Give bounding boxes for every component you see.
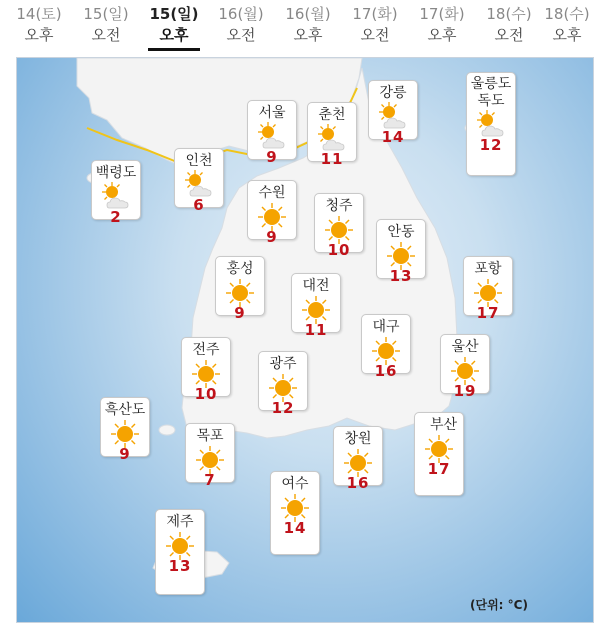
city-card-seoul[interactable] (247, 100, 297, 166)
weather-map (16, 57, 594, 623)
city-temp: 16 (346, 474, 370, 492)
city-name: 창원 (344, 431, 372, 447)
city-temp: 14 (283, 519, 307, 537)
city-name: 춘천 (318, 107, 346, 123)
unit-label: (단위: °C) (470, 598, 528, 612)
city-name: 대구 (372, 319, 400, 335)
city-temp: 9 (266, 148, 278, 166)
city-name: 울산 (451, 339, 479, 355)
city-card-mokpo[interactable] (185, 423, 235, 489)
city-temp: 13 (389, 267, 413, 285)
tab-time: 오전 (226, 26, 256, 44)
tab-15-sun-am[interactable] (73, 4, 139, 52)
city-temp: 12 (271, 399, 295, 417)
city-temp: 17 (476, 304, 500, 322)
city-name: 부산 (429, 417, 457, 433)
city-temp: 2 (110, 208, 122, 226)
city-card-hongseong[interactable] (215, 256, 265, 322)
tab-18-wed-am[interactable] (476, 4, 542, 52)
city-name: 백령도 (95, 165, 137, 181)
city-name: 제주 (166, 514, 194, 530)
city-name: 강릉 (379, 85, 407, 101)
city-card-andong[interactable] (376, 219, 426, 285)
city-temp: 9 (234, 304, 246, 322)
tab-date: 18(수) (486, 5, 532, 23)
tab-18-wed-pm[interactable] (534, 4, 600, 52)
city-name: 인천 (185, 153, 213, 169)
tab-time: 오후 (552, 26, 582, 44)
tab-date: 15(일) (83, 5, 129, 23)
tab-time: 오후 (427, 26, 457, 44)
tab-date: 15(일) (149, 5, 199, 23)
city-name: 광주 (269, 356, 297, 372)
city-card-changwon[interactable] (333, 426, 383, 492)
city-temp: 11 (320, 150, 344, 168)
city-card-heuksando[interactable] (100, 397, 150, 463)
city-name: 울릉도 독도 (470, 76, 512, 109)
city-temp: 10 (327, 241, 351, 259)
tab-time: 오후 (293, 26, 323, 44)
time-tab-bar (0, 0, 600, 56)
city-temp: 9 (119, 445, 131, 463)
city-name: 안동 (387, 224, 415, 240)
city-card-incheon[interactable] (174, 148, 224, 214)
tab-17-tue-pm[interactable] (409, 4, 475, 52)
city-temp: 6 (193, 196, 205, 214)
city-name: 서울 (258, 105, 286, 121)
city-temp: 19 (453, 382, 477, 400)
city-card-daegu[interactable] (361, 314, 411, 380)
tab-15-sun-pm[interactable] (141, 4, 207, 52)
city-temp: 14 (381, 128, 405, 146)
tab-date: 16(월) (285, 5, 331, 23)
tab-date: 16(월) (218, 5, 264, 23)
city-name: 여수 (281, 476, 309, 492)
tab-16-mon-pm[interactable] (275, 4, 341, 52)
city-card-gangneung[interactable] (368, 80, 418, 146)
city-name: 대전 (302, 278, 330, 294)
city-name: 흑산도 (104, 402, 146, 418)
city-card-chuncheon[interactable] (307, 102, 357, 168)
tab-14-sat-pm[interactable] (6, 4, 72, 52)
city-card-jeju[interactable] (155, 509, 205, 595)
tab-time: 오전 (494, 26, 524, 44)
city-name: 홍성 (226, 261, 254, 277)
city-card-suwon[interactable] (247, 180, 297, 246)
city-name: 수원 (258, 185, 286, 201)
city-temp: 12 (479, 136, 503, 154)
city-temp: 9 (266, 228, 278, 246)
city-temp: 13 (168, 557, 192, 575)
city-name: 전주 (192, 342, 220, 358)
tab-16-mon-am[interactable] (208, 4, 274, 52)
city-temp: 16 (374, 362, 398, 380)
tab-17-tue-am[interactable] (342, 4, 408, 52)
city-temp: 11 (304, 321, 328, 339)
tab-time: 오전 (91, 26, 121, 44)
city-name: 목포 (196, 428, 224, 444)
city-card-cheongju[interactable] (314, 193, 364, 259)
tab-time: 오후 (141, 24, 207, 51)
city-name: 청주 (325, 198, 353, 214)
city-temp: 10 (194, 385, 218, 403)
tab-date: 17(화) (352, 5, 398, 23)
city-card-jeonju[interactable] (181, 337, 231, 403)
city-card-gwangju[interactable] (258, 351, 308, 417)
city-card-busan[interactable] (414, 412, 464, 496)
tab-date: 18(수) (544, 5, 590, 23)
city-card-baengnyeongdo[interactable] (91, 160, 141, 226)
city-temp: 17 (427, 460, 451, 478)
tab-time: 오전 (360, 26, 390, 44)
city-temp: 7 (204, 471, 216, 489)
city-card-pohang[interactable] (463, 256, 513, 322)
city-card-ulsan[interactable] (440, 334, 490, 400)
tab-date: 17(화) (419, 5, 465, 23)
city-card-daejeon[interactable] (291, 273, 341, 339)
tab-date: 14(토) (16, 5, 62, 23)
tab-time: 오후 (24, 26, 54, 44)
city-card-yeosu[interactable] (270, 471, 320, 555)
city-name: 포항 (474, 261, 502, 277)
city-card-ulleungdo-dokdo[interactable] (466, 72, 516, 176)
